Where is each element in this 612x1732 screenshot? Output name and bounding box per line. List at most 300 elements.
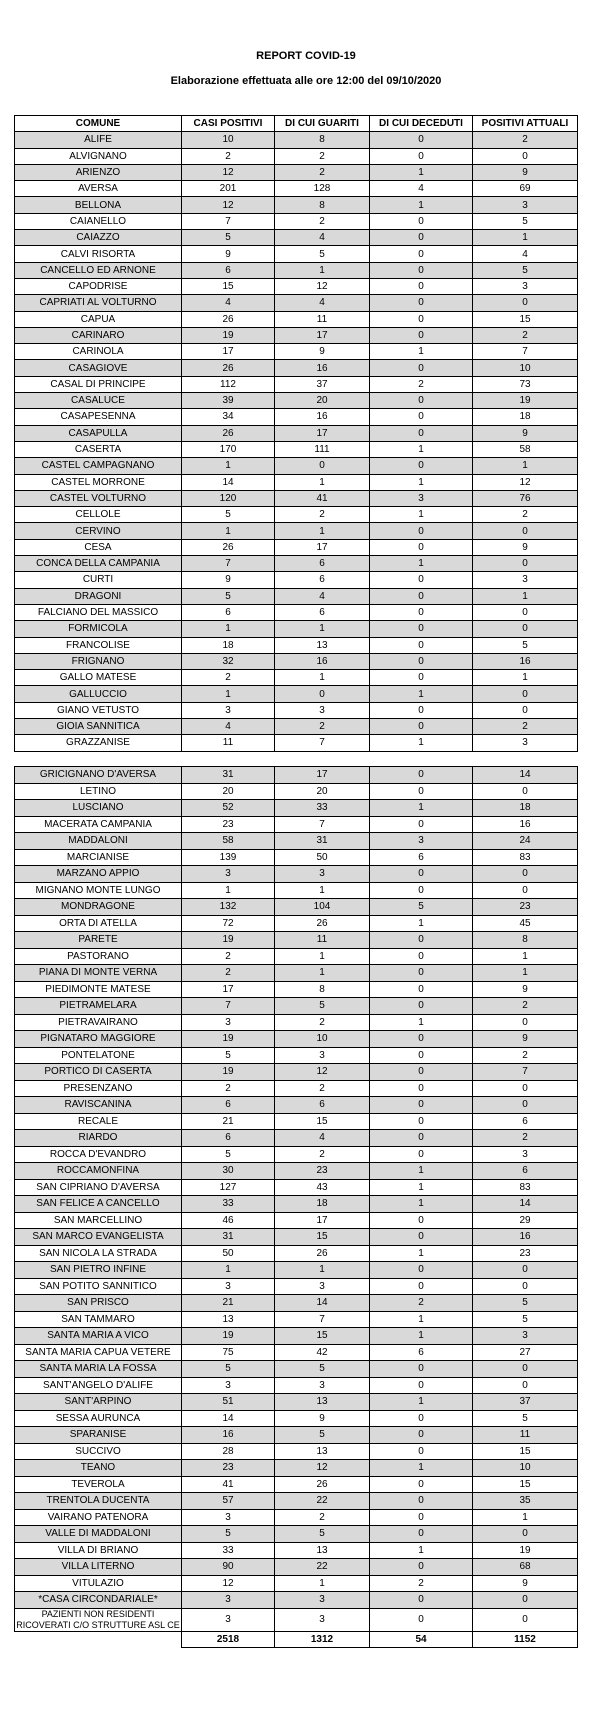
- cell-value: 2: [370, 1295, 473, 1312]
- cell-value: 6: [275, 604, 370, 620]
- cell-value: 9: [473, 1031, 578, 1048]
- cell-value: 19: [473, 393, 578, 409]
- cell-value: CASI POSITIVI: [182, 116, 275, 132]
- table-row: [15, 1080, 578, 1097]
- table-row: [15, 523, 578, 539]
- cell-value: 1: [370, 164, 473, 180]
- table-row: [15, 1130, 578, 1147]
- cell-value: 37: [275, 376, 370, 392]
- cell-value: 112: [182, 376, 275, 392]
- cell-value: 2: [473, 1130, 578, 1147]
- cell-value: 1: [182, 621, 275, 637]
- cell-comune: BELLONA: [15, 197, 182, 213]
- cell-value: 3: [182, 866, 275, 883]
- cell-value: 23: [473, 899, 578, 916]
- cell-value: 0: [473, 783, 578, 800]
- cell-value: 0: [370, 409, 473, 425]
- table-row: [15, 767, 578, 784]
- cell-value: 1: [275, 262, 370, 278]
- cell-value: 1: [275, 882, 370, 899]
- cell-value: 2: [182, 1080, 275, 1097]
- cell-value: 45: [473, 915, 578, 932]
- cell-value: 0: [370, 1476, 473, 1493]
- cell-comune: COMUNE: [15, 116, 182, 132]
- cell-comune: DRAGONI: [15, 588, 182, 604]
- cell-value: 33: [182, 1542, 275, 1559]
- cell-value: 10: [473, 1460, 578, 1477]
- cell-value: 2: [473, 507, 578, 523]
- table-row: [15, 474, 578, 490]
- cell-comune: ALIFE: [15, 132, 182, 148]
- cell-value: 0: [370, 816, 473, 833]
- cell-value: 43: [275, 1179, 370, 1196]
- table-row: [15, 1229, 578, 1246]
- cell-value: 0: [473, 1608, 578, 1631]
- cell-value: 0: [370, 1427, 473, 1444]
- cell-value: 72: [182, 915, 275, 932]
- cell-value: 73: [473, 376, 578, 392]
- cell-value: 0: [473, 556, 578, 572]
- cell-value: 0: [370, 1278, 473, 1295]
- cell-value: 26: [182, 539, 275, 555]
- cell-value: 3: [275, 702, 370, 718]
- cell-value: 1: [473, 458, 578, 474]
- cell-comune: CASTEL VOLTURNO: [15, 490, 182, 506]
- cell-value: 23: [275, 1163, 370, 1180]
- cell-value: 1: [473, 1509, 578, 1526]
- cell-value: 50: [182, 1245, 275, 1262]
- cell-value: 3: [275, 1047, 370, 1064]
- cell-value: 3: [182, 1509, 275, 1526]
- cell-comune: GALLUCCIO: [15, 686, 182, 702]
- table-row: [15, 1476, 578, 1493]
- cell-value: 7: [473, 1064, 578, 1081]
- covid-table-part-2: [14, 766, 578, 1648]
- table-row: [15, 1031, 578, 1048]
- cell-value: 1: [473, 965, 578, 982]
- table-row: [15, 278, 578, 294]
- cell-value: 17: [182, 344, 275, 360]
- cell-value: 14: [473, 767, 578, 784]
- cell-value: 1: [275, 948, 370, 965]
- cell-value: 4: [370, 181, 473, 197]
- table-row: [15, 1509, 578, 1526]
- cell-value: 6: [182, 262, 275, 278]
- cell-value: 0: [473, 1080, 578, 1097]
- cell-value: 0: [370, 718, 473, 734]
- cell-value: 2: [473, 998, 578, 1015]
- table-row: [15, 915, 578, 932]
- cell-value: 10: [182, 132, 275, 148]
- cell-value: 0: [275, 458, 370, 474]
- cell-value: 0: [370, 1097, 473, 1114]
- cell-comune: TEVEROLA: [15, 1476, 182, 1493]
- cell-value: 0: [370, 866, 473, 883]
- cell-value: 1: [370, 1014, 473, 1031]
- cell-value: 5: [473, 1311, 578, 1328]
- cell-value: 22: [275, 1493, 370, 1510]
- cell-value: 6: [473, 1113, 578, 1130]
- table-row: [15, 735, 578, 751]
- cell-comune: CASALUCE: [15, 393, 182, 409]
- cell-value: 12: [473, 474, 578, 490]
- cell-value: 3: [275, 866, 370, 883]
- cell-value: 1152: [473, 1631, 578, 1648]
- cell-comune: VILLA DI BRIANO: [15, 1542, 182, 1559]
- cell-value: 1: [275, 474, 370, 490]
- cell-value: 68: [473, 1559, 578, 1576]
- cell-value: 2: [473, 132, 578, 148]
- cell-value: 0: [473, 1097, 578, 1114]
- cell-comune: ROCCA D'EVANDRO: [15, 1146, 182, 1163]
- cell-value: 1: [275, 621, 370, 637]
- cell-value: 5: [473, 637, 578, 653]
- cell-value: 2: [275, 507, 370, 523]
- cell-comune: GIANO VETUSTO: [15, 702, 182, 718]
- table-row: [15, 1278, 578, 1295]
- cell-value: 2: [182, 948, 275, 965]
- cell-comune: CASAPESENNA: [15, 409, 182, 425]
- cell-comune: TRENTOLA DUCENTA: [15, 1493, 182, 1510]
- cell-value: 7: [182, 556, 275, 572]
- cell-comune: CURTI: [15, 572, 182, 588]
- table-row: [15, 1460, 578, 1477]
- table-row: [15, 1526, 578, 1543]
- table-row: [15, 686, 578, 702]
- cell-value: 76: [473, 490, 578, 506]
- cell-comune: SPARANISE: [15, 1427, 182, 1444]
- cell-value: 12: [182, 1575, 275, 1592]
- cell-comune: ROCCAMONFINA: [15, 1163, 182, 1180]
- cell-value: 0: [473, 1377, 578, 1394]
- cell-value: 0: [473, 621, 578, 637]
- cell-value: 16: [182, 1427, 275, 1444]
- cell-value: 19: [182, 932, 275, 949]
- table-row: [15, 409, 578, 425]
- cell-value: 1: [182, 686, 275, 702]
- cell-comune: GALLO MATESE: [15, 670, 182, 686]
- cell-value: 5: [473, 1295, 578, 1312]
- cell-value: 4: [182, 295, 275, 311]
- cell-comune: PIETRAVAIRANO: [15, 1014, 182, 1031]
- cell-comune: CARINOLA: [15, 344, 182, 360]
- cell-value: 0: [370, 572, 473, 588]
- cell-value: 16: [275, 653, 370, 669]
- cell-comune: CASERTA: [15, 441, 182, 457]
- cell-comune: RIARDO: [15, 1130, 182, 1147]
- cell-value: 21: [182, 1113, 275, 1130]
- cell-comune: GRAZZANISE: [15, 735, 182, 751]
- cell-value: 17: [275, 767, 370, 784]
- cell-value: 3: [370, 490, 473, 506]
- table-row: [15, 1064, 578, 1081]
- cell-value: 3: [473, 197, 578, 213]
- cell-value: 3: [275, 1608, 370, 1631]
- table-row: [15, 604, 578, 620]
- cell-value: 5: [275, 1361, 370, 1378]
- cell-comune: SAN MARCELLINO: [15, 1212, 182, 1229]
- cell-value: 2518: [182, 1631, 275, 1648]
- cell-value: 0: [370, 458, 473, 474]
- cell-value: 15: [275, 1229, 370, 1246]
- cell-comune: [15, 1631, 182, 1648]
- cell-value: 12: [275, 278, 370, 294]
- cell-value: 19: [182, 327, 275, 343]
- cell-value: 0: [370, 523, 473, 539]
- cell-value: 0: [473, 1526, 578, 1543]
- cell-value: 18: [182, 637, 275, 653]
- cell-value: 3: [182, 1014, 275, 1031]
- table-row: [15, 621, 578, 637]
- cell-comune: CAPODRISE: [15, 278, 182, 294]
- cell-comune: VAIRANO PATENORA: [15, 1509, 182, 1526]
- table-row: [15, 539, 578, 555]
- table-row: [15, 458, 578, 474]
- table-row: [15, 344, 578, 360]
- cell-value: 8: [275, 132, 370, 148]
- cell-value: 21: [182, 1295, 275, 1312]
- cell-value: 8: [275, 981, 370, 998]
- cell-value: 24: [473, 833, 578, 850]
- cell-value: 5: [275, 246, 370, 262]
- cell-value: 26: [275, 1245, 370, 1262]
- cell-value: 2: [275, 1509, 370, 1526]
- cell-value: 0: [370, 539, 473, 555]
- cell-value: 9: [473, 164, 578, 180]
- cell-value: 0: [370, 1146, 473, 1163]
- table-row: [15, 1592, 578, 1609]
- cell-value: 0: [370, 767, 473, 784]
- cell-comune: SAN CIPRIANO D'AVERSA: [15, 1179, 182, 1196]
- cell-value: 17: [275, 1212, 370, 1229]
- table-row: [15, 1014, 578, 1031]
- cell-comune: CARINARO: [15, 327, 182, 343]
- cell-value: 4: [182, 718, 275, 734]
- cell-value: 18: [473, 409, 578, 425]
- cell-value: 7: [473, 344, 578, 360]
- cell-comune: PRESENZANO: [15, 1080, 182, 1097]
- cell-comune: PIANA DI MONTE VERNA: [15, 965, 182, 982]
- table-row: [15, 981, 578, 998]
- cell-value: 1: [370, 556, 473, 572]
- cell-value: 15: [473, 1443, 578, 1460]
- cell-value: 0: [370, 1592, 473, 1609]
- cell-value: 26: [275, 915, 370, 932]
- cell-value: 7: [182, 213, 275, 229]
- cell-value: 0: [473, 148, 578, 164]
- cell-value: 13: [275, 637, 370, 653]
- cell-comune: CANCELLO ED ARNONE: [15, 262, 182, 278]
- cell-value: 15: [473, 1476, 578, 1493]
- table-row: [15, 262, 578, 278]
- cell-comune: VILLA LITERNO: [15, 1559, 182, 1576]
- cell-value: 7: [275, 1311, 370, 1328]
- cell-value: 1: [370, 800, 473, 817]
- cell-value: 0: [473, 1014, 578, 1031]
- cell-value: 0: [370, 1377, 473, 1394]
- cell-value: 0: [473, 523, 578, 539]
- cell-value: 1: [473, 588, 578, 604]
- cell-value: 0: [370, 148, 473, 164]
- cell-comune: FORMICOLA: [15, 621, 182, 637]
- table-row: [15, 507, 578, 523]
- cell-value: 0: [473, 1592, 578, 1609]
- cell-value: 0: [370, 1410, 473, 1427]
- cell-value: 19: [182, 1031, 275, 1048]
- cell-value: 1: [275, 670, 370, 686]
- cell-value: 26: [182, 425, 275, 441]
- cell-value: 3: [275, 1278, 370, 1295]
- cell-comune: SAN NICOLA LA STRADA: [15, 1245, 182, 1262]
- cell-value: 12: [182, 197, 275, 213]
- table-row: [15, 833, 578, 850]
- cell-value: 0: [370, 425, 473, 441]
- cell-comune: SANTA MARIA LA FOSSA: [15, 1361, 182, 1378]
- cell-value: 1: [275, 965, 370, 982]
- table-row: [15, 1344, 578, 1361]
- cell-value: 3: [182, 1592, 275, 1609]
- table-row: [15, 1559, 578, 1576]
- cell-value: 5: [182, 230, 275, 246]
- cell-value: 54: [370, 1631, 473, 1648]
- cell-comune: PORTICO DI CASERTA: [15, 1064, 182, 1081]
- cell-comune: CAIAZZO: [15, 230, 182, 246]
- cell-value: 16: [473, 653, 578, 669]
- cell-value: 3: [473, 735, 578, 751]
- table-row: [15, 800, 578, 817]
- cell-value: 6: [182, 1130, 275, 1147]
- cell-value: 2: [182, 670, 275, 686]
- cell-comune: RAVISCANINA: [15, 1097, 182, 1114]
- cell-value: 1: [182, 458, 275, 474]
- cell-value: 10: [275, 1031, 370, 1048]
- table-row: [15, 556, 578, 572]
- cell-value: 17: [275, 425, 370, 441]
- cell-value: 2: [473, 718, 578, 734]
- cell-value: 0: [370, 621, 473, 637]
- table-row: [15, 1295, 578, 1312]
- cell-comune: FALCIANO DEL MASSICO: [15, 604, 182, 620]
- cell-value: 11: [473, 1427, 578, 1444]
- cell-value: 9: [473, 425, 578, 441]
- cell-comune: CAPRIATI AL VOLTURNO: [15, 295, 182, 311]
- cell-value: 0: [473, 1361, 578, 1378]
- cell-comune: SANTA MARIA A VICO: [15, 1328, 182, 1345]
- cell-comune: GRICIGNANO D'AVERSA: [15, 767, 182, 784]
- cell-value: 5: [182, 1361, 275, 1378]
- table-row: [15, 998, 578, 1015]
- cell-value: 7: [182, 998, 275, 1015]
- cell-value: 0: [370, 1130, 473, 1147]
- cell-value: 1312: [275, 1631, 370, 1648]
- cell-value: 0: [370, 1212, 473, 1229]
- cell-value: 6: [473, 1163, 578, 1180]
- cell-value: 2: [473, 327, 578, 343]
- table-row: [15, 230, 578, 246]
- cell-comune: CAIANELLO: [15, 213, 182, 229]
- cell-comune: VITULAZIO: [15, 1575, 182, 1592]
- table-row: [15, 653, 578, 669]
- cell-value: 16: [473, 816, 578, 833]
- cell-value: 35: [473, 1493, 578, 1510]
- cell-value: 69: [473, 181, 578, 197]
- cell-comune: PONTELATONE: [15, 1047, 182, 1064]
- cell-value: 1: [370, 1311, 473, 1328]
- cell-value: 16: [275, 360, 370, 376]
- cell-value: 0: [473, 295, 578, 311]
- cell-value: 0: [473, 866, 578, 883]
- cell-value: 0: [370, 1443, 473, 1460]
- cell-value: 9: [275, 344, 370, 360]
- cell-value: 9: [473, 1575, 578, 1592]
- report-subtitle: Elaborazione effettuata alle ore 12:00 del 09/10/2020: [170, 75, 442, 87]
- cell-value: 2: [275, 164, 370, 180]
- cell-value: 0: [370, 132, 473, 148]
- table-row: [15, 441, 578, 457]
- table-row: [15, 965, 578, 982]
- cell-value: 3: [473, 572, 578, 588]
- cell-value: 5: [182, 588, 275, 604]
- cell-value: 2: [370, 376, 473, 392]
- cell-value: 6: [182, 1097, 275, 1114]
- cell-value: 33: [275, 800, 370, 817]
- cell-value: 83: [473, 849, 578, 866]
- cell-value: 1: [370, 1179, 473, 1196]
- cell-comune: CERVINO: [15, 523, 182, 539]
- cell-value: 3: [275, 1592, 370, 1609]
- cell-value: 1: [370, 197, 473, 213]
- cell-value: 0: [370, 230, 473, 246]
- cell-value: 0: [370, 948, 473, 965]
- cell-comune: MONDRAGONE: [15, 899, 182, 916]
- cell-value: 19: [473, 1542, 578, 1559]
- cell-value: 17: [275, 327, 370, 343]
- cell-comune: PIETRAMELARA: [15, 998, 182, 1015]
- cell-comune: TEANO: [15, 1460, 182, 1477]
- table-row: [15, 882, 578, 899]
- cell-value: 0: [370, 1559, 473, 1576]
- cell-comune: SAN MARCO EVANGELISTA: [15, 1229, 182, 1246]
- table-row: [15, 132, 578, 148]
- cell-value: 83: [473, 1179, 578, 1196]
- cell-value: 0: [370, 1262, 473, 1279]
- cell-comune: MARCIANISE: [15, 849, 182, 866]
- cell-value: 0: [370, 702, 473, 718]
- cell-value: 0: [370, 246, 473, 262]
- cell-value: 1: [370, 1196, 473, 1213]
- table-row: [15, 1328, 578, 1345]
- cell-comune: AVERSA: [15, 181, 182, 197]
- cell-comune: SUCCIVO: [15, 1443, 182, 1460]
- cell-comune: SANT'ARPINO: [15, 1394, 182, 1411]
- cell-value: 0: [370, 783, 473, 800]
- table-row: [15, 1410, 578, 1427]
- cell-value: 0: [370, 1361, 473, 1378]
- cell-value: 1: [370, 915, 473, 932]
- table-row: [15, 702, 578, 718]
- cell-value: 139: [182, 849, 275, 866]
- cell-value: 26: [182, 311, 275, 327]
- cell-value: 8: [473, 932, 578, 949]
- cell-value: 5: [182, 507, 275, 523]
- cell-comune: CASAGIOVE: [15, 360, 182, 376]
- table-row: [15, 425, 578, 441]
- cell-value: 58: [473, 441, 578, 457]
- table-row: [15, 1163, 578, 1180]
- cell-value: 37: [473, 1394, 578, 1411]
- table-row: [15, 1542, 578, 1559]
- cell-value: 128: [275, 181, 370, 197]
